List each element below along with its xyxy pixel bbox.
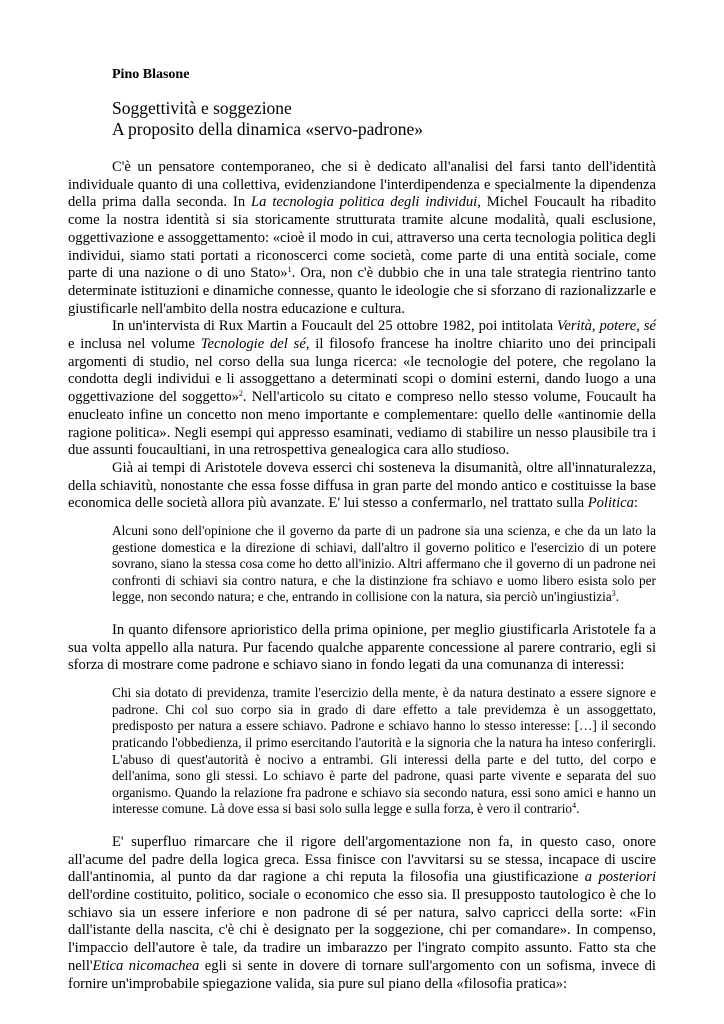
paragraph-5 bbox=[68, 834, 656, 993]
quote-text: . bbox=[615, 589, 620, 605]
title-line-1: Soggettività e soggezione bbox=[112, 98, 292, 118]
paragraph-text: dell'ordine costituito, politico, sociale o economico che esso sia. Il presupposto tautologico è che lo schiavo sia un essere inferiore e non padrone di sé per natura, salvo capricci della sorte: «Fin dall'istante della nascita, c'è chi è designato per la soggezione, chi per comandare». In compenso, l'impaccio dell'autore è tale, da tradire un imbarazzo per l'ingrato compito assunto. Fatto sta che nell' bbox=[68, 887, 656, 974]
paragraph-4: In quanto difensore aprioristico della prima opinione, per meglio giustificarla Aristotele fa a sua volta appello alla natura. Pur facendo qualche apparente concessione al parere contrario, egli si sforza di mostrare come padrone e schiavo siano in fondo legati da una comunanza di interessi: bbox=[68, 622, 656, 674]
italic-title: Tecnologie del sé bbox=[200, 336, 306, 353]
paragraph-text: . Nell'articolo su citato e compreso nello stesso volume, Foucault ha enucleato infine un concetto non meno importante e complementare: quello delle «antinomie della ragione politica». Negli esempi qui appresso esaminati, vediamo di stabilire un nesso plausibile tra i due assunti foucaultiani, in una retrospettiva genealogica cara allo studioso. bbox=[68, 389, 656, 459]
paragraph-text: C'è un pensatore contemporaneo, che si è dedicato all'analisi del farsi tanto dell'identità individuale quanto di una collettiva, evidenziandone l'interdipendenza e specialmente la dipendenza della prima dalla seconda. In bbox=[68, 159, 656, 211]
article-title bbox=[112, 98, 656, 140]
paragraph-3 bbox=[68, 460, 656, 513]
paragraph-text: e inclusa nel volume bbox=[68, 336, 201, 353]
footnote-ref: 4 bbox=[572, 801, 577, 811]
paragraph-text: In un'intervista di Rux Martin a Foucault del 25 ottobre 1982, poi intitolata bbox=[112, 318, 558, 335]
paragraph-1 bbox=[68, 159, 656, 318]
paragraph-text: . Ora, non c'è dubbio che in una tale strategia rientrino tanto determinate istituzioni e dinamiche connesse, quanto le ideologie che si sforzano di razionalizzarle e giustificarle nell'ambito della nostra educazione e cultura. bbox=[68, 265, 656, 317]
paragraph-text: E' superfluo rimarcare che il rigore dell'argomentazione non fa, in questo caso, onore all'acume del padre della logica greca. Essa finisce con l'avvitarsi su se stessa, incapace di uscire dall'antinomia, al punto da dar ragione a chi reputa la filosofia una giustificazione bbox=[68, 833, 656, 886]
quote-text: Alcuni sono dell'opinione che il governo da parte di un padrone sia una scienza, e che da un lato la gestione domestica e la direzione di schiavi, dall'altro il governo politico e l'esercizio di un potere sovrano, siano la stessa cosa come ho detto all'inizio. Altri affermano che il governo di un padrone nei confronti di schiavi sia contro natura, e che la distinzione fra schiavo e uomo libero esista solo per legge, non secondo natura; e che, entrando in collisione con la natura, sia perciò un'ingiustizia bbox=[112, 523, 656, 605]
paragraph-text: : bbox=[633, 495, 638, 512]
footnote-ref: 1 bbox=[287, 265, 292, 275]
quote-text: Chi sia dotato di previdenza, tramite l'esercizio della mente, è da natura destinato a essere signore e padrone. Chi col suo corpo sia in grado di dare effetto a tale previdemza è un assoggettato, predisposto per natura a essere schiavo. Padrone e schiavo hanno lo stesso interesse: […] il secondo praticando l'obbedienza, il primo esercitando l'autorità e la signoria che la natura ha inteso conferirgli. L'abuso di quest'autorità è nocivo a entrambi. Gli interessi della parte e del tutto, del corpo e dell'anima, sono gli stessi. Lo schiavo è parte del padrone, quasi parte vivente e separata del suo organismo. Quando la relazione fra padrone e schiavo sia secondo natura, essi sono amici e hanno un interesse comune. Là dove essa si basi solo sulla legge e sulla forza, è vero il contrario bbox=[112, 685, 656, 817]
italic-title: Etica nicomachea bbox=[92, 957, 200, 974]
paragraph-text: , Michel Foucault ha ribadito come la nostra identità si sia storicamente strutturata tramite alcune modalità, quali esclusione, oggettivazione e assoggettamento: «cioè il modo in cui, attraverso una certa tecnologia politica degli individui, siamo stati portati a riconoscerci come società, come parte di una entità sociale, come parte di una nazione o di uno Stato» bbox=[68, 194, 657, 282]
italic-title: La tecnologia politica degli individui bbox=[251, 194, 478, 211]
italic-title: Verità, potere, sé bbox=[557, 318, 656, 335]
document-page bbox=[68, 66, 656, 993]
footnote-ref: 2 bbox=[238, 389, 243, 399]
paragraph-text: Già ai tempi di Aristotele doveva esserci chi sosteneva la disumanità, oltre all'innaturalezza, della schiavitù, nonostante che essa fosse diffusa in gran parte del mondo antico e costituisse la base economica delle società allora più avanzate. E' lui stesso a confermarlo, nel trattato sulla bbox=[68, 459, 656, 512]
paragraph-text: egli si sente in dovere di tornare sull'argomento con un sofisma, invece di fornire un'improbabile spiegazione valida, sia pure sul piano della «filosofia pratica»: bbox=[68, 957, 656, 992]
block-quote-1 bbox=[112, 523, 656, 606]
footnote-ref: 3 bbox=[611, 589, 616, 599]
author-name: Pino Blasone bbox=[112, 67, 190, 82]
paragraph-2 bbox=[68, 318, 656, 460]
italic-term: a posteriori bbox=[584, 869, 657, 886]
title-line-2: A proposito della dinamica «servo-padrone» bbox=[112, 119, 424, 139]
italic-title: Politica bbox=[587, 495, 634, 512]
paragraph-text: , il filosofo francese ha inoltre chiarito uno dei principali argomenti di studio, nel corso della sua lunga ricerca: «le tecnologie del potere, che regolano la condotta degli individui e li assoggettano a determinati scopi o domini esterni, dando luogo a una oggettivazione del soggetto» bbox=[68, 336, 656, 406]
block-quote-2 bbox=[112, 685, 656, 818]
quote-text: . bbox=[576, 801, 580, 817]
